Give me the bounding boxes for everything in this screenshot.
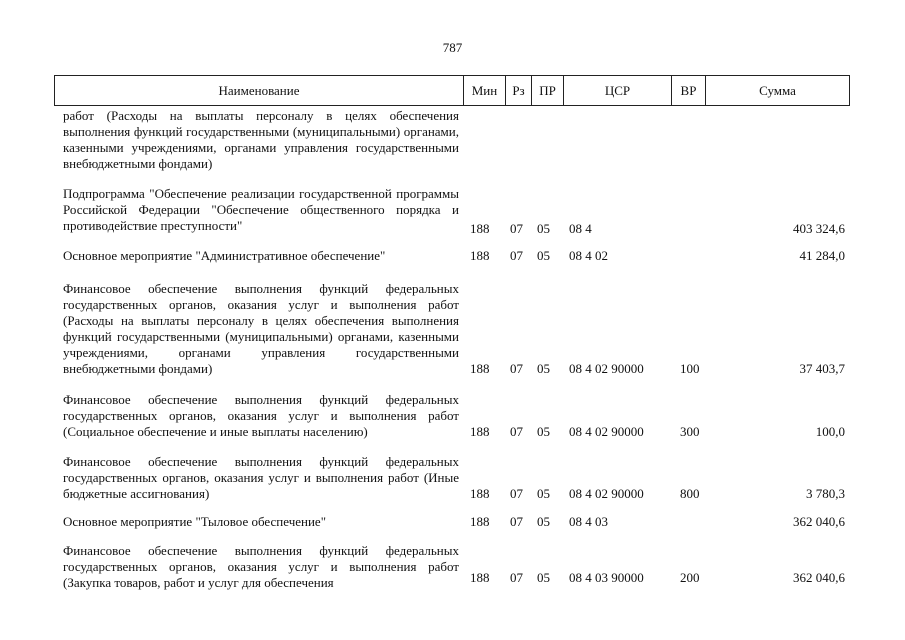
header-sum: Сумма [759,83,796,98]
row-name: Финансовое обеспечение выполнения функций федеральных государственных органов, оказания услуг и выполнения работ (Расходы на выплаты персоналу в целях обеспечения выполнения функций государственными (муниципальными) органами, казенными учреждениями, органами управления государственными внебюджетными фондами) [63,281,459,376]
row-csr: 08 4 02 90000 [569,486,644,501]
page-number: 787 [442,40,463,55]
header-pr: ПР [532,76,564,105]
row-name: работ (Расходы на выплаты персоналу в целях обеспечения выполнения функций государственными (муниципальными) органами, казенными учреждениями, органами управления государственными внебюджетными фондами) [63,108,459,171]
header-csr: ЦСР [564,76,672,105]
row-min: 188 [470,424,490,439]
row-rz: 07 [510,248,523,263]
row-csr: 08 4 02 [569,248,608,263]
row-rz: 07 [510,514,523,529]
row-rz: 07 [510,361,523,376]
row-pr: 05 [537,514,550,529]
row-sum: 37 403,7 [799,361,845,376]
row-csr: 08 4 03 90000 [569,570,644,585]
header-name: Наименование [55,76,464,105]
row-sum: 362 040,6 [793,570,845,585]
row-vr: 800 [680,486,700,501]
row-name: Подпрограмма "Обеспечение реализации государственной программы Российской Федерации "Обеспечение общественного порядка и противодействие преступности" [63,186,459,233]
header-min: Мин [464,76,506,105]
header-vr: ВР [672,76,706,105]
row-min: 188 [470,361,490,376]
row-pr: 05 [537,221,550,236]
row-min: 188 [470,570,490,585]
row-name: Финансовое обеспечение выполнения функций федеральных государственных органов, оказания услуг и выполнения работ (Социальное обеспечение и иные выплаты населению) [63,392,459,439]
row-pr: 05 [537,570,550,585]
row-min: 188 [470,486,490,501]
row-sum: 41 284,0 [799,248,845,263]
row-sum: 403 324,6 [793,221,845,236]
row-csr: 08 4 03 [569,514,608,529]
row-csr: 08 4 02 90000 [569,424,644,439]
table-header [54,75,850,106]
row-sum: 362 040,6 [793,514,845,529]
row-rz: 07 [510,486,523,501]
row-vr: 200 [680,570,700,585]
row-sum: 3 780,3 [806,486,845,501]
row-csr: 08 4 02 90000 [569,361,644,376]
row-pr: 05 [537,361,550,376]
row-rz: 07 [510,570,523,585]
row-rz: 07 [510,221,523,236]
header-rz: Рз [506,76,532,105]
row-name: Финансовое обеспечение выполнения функций федеральных государственных органов, оказания услуг и выполнения работ (Иные бюджетные ассигнования) [63,454,459,501]
row-min: 188 [470,514,490,529]
row-min: 188 [470,221,490,236]
row-pr: 05 [537,248,550,263]
row-sum: 100,0 [815,424,845,439]
row-min: 188 [470,248,490,263]
row-vr: 300 [680,424,700,439]
row-name: Основное мероприятие "Тыловое обеспечение" [63,514,326,529]
row-rz: 07 [510,424,523,439]
row-name: Финансовое обеспечение выполнения функций федеральных государственных органов, оказания услуг и выполнения работ (Закупка товаров, работ и услуг для обеспечения [63,543,459,590]
row-pr: 05 [537,424,550,439]
row-vr: 100 [680,361,700,376]
row-name: Основное мероприятие "Административное обеспечение" [63,248,386,263]
row-csr: 08 4 [569,221,592,236]
row-pr: 05 [537,486,550,501]
